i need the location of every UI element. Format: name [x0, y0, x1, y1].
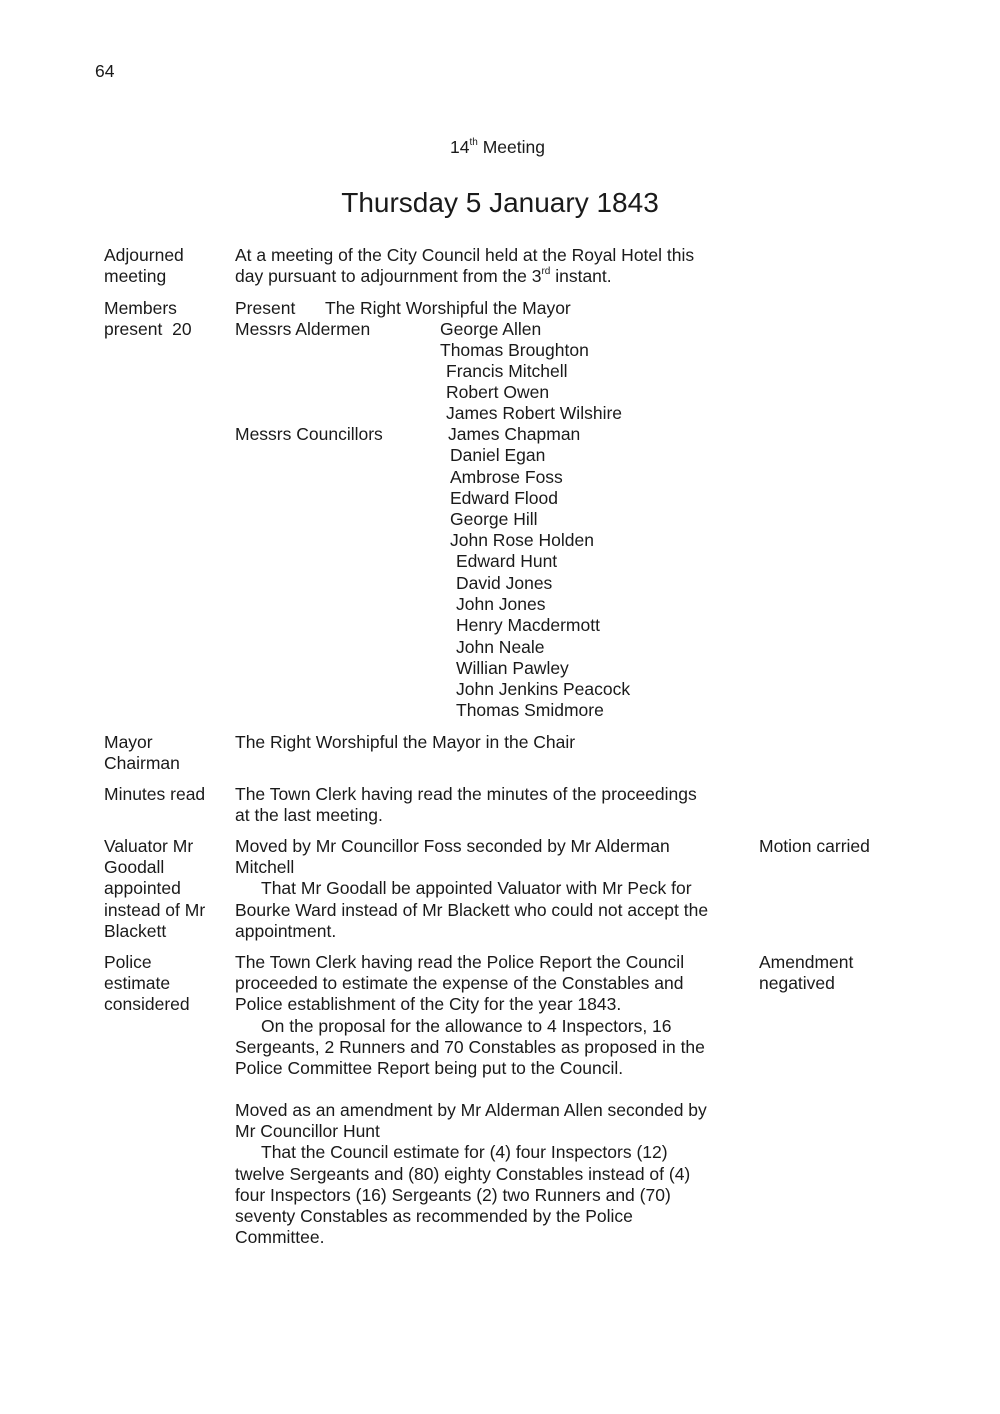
label-line: present 20 — [104, 319, 192, 340]
text-run: instant. — [550, 266, 612, 287]
councillor-name: John Jones — [456, 594, 546, 614]
margin-label-adjourned — [104, 245, 229, 287]
alderman-name: Francis Mitchell — [446, 361, 568, 381]
page-number: 64 — [95, 61, 115, 81]
body-line: Mitchell — [235, 857, 295, 878]
present-label: Present — [235, 298, 296, 318]
note-amendment-negatived — [759, 952, 959, 994]
body-line: Moved as an amendment by Mr Alderman Allen seconded by — [235, 1100, 707, 1120]
councillor-name: John Jenkins Peacock — [456, 679, 631, 699]
alderman-name: James Robert Wilshire — [446, 403, 623, 423]
meeting-word: Meeting — [482, 137, 545, 157]
note-motion-carried: Motion carried — [759, 836, 870, 856]
label-line: Police — [104, 952, 152, 972]
label-line: estimate — [104, 973, 171, 994]
label-line: Valuator Mr — [104, 836, 194, 856]
body-line: On the proposal for the allowance to 4 Inspectors, 16 — [261, 1015, 672, 1036]
councillor-name: John Rose Holden — [450, 530, 594, 550]
body-line: twelve Sergeants and (80) eighty Constables instead of (4) — [235, 1163, 691, 1184]
label-line: meeting — [104, 266, 167, 287]
label-line: Adjourned — [104, 245, 184, 265]
label-line: Mayor — [104, 732, 153, 752]
amendment-paragraph — [235, 1100, 745, 1248]
present-mayor: The Right Worshipful the Mayor — [325, 298, 571, 318]
body-line — [235, 266, 745, 287]
councillor-name: Willian Pawley — [456, 658, 569, 678]
mayor-chair-text — [235, 732, 745, 753]
ordinal-suffix: rd — [541, 266, 551, 278]
margin-label-members — [104, 298, 229, 340]
body-line: Police establishment of the City for the year 1843. — [235, 994, 622, 1015]
alderman-name: George Allen — [440, 319, 542, 339]
body-line: At a meeting of the City Council held at the Royal Hotel this — [235, 245, 695, 265]
label-line: Members — [104, 298, 177, 318]
body-line: Sergeants, 2 Runners and 70 Constables as proposed in the — [235, 1036, 705, 1057]
councillor-name: James Chapman — [448, 424, 581, 444]
text-run: day pursuant to adjournment from the 3 — [235, 266, 542, 287]
body-line: Mr Councillor Hunt — [235, 1121, 380, 1142]
margin-label-valuator — [104, 836, 229, 942]
aldermen-label: Messrs Aldermen — [235, 319, 371, 339]
margin-label-minutes — [104, 784, 229, 805]
meeting-number — [450, 137, 545, 158]
label-line: appointed — [104, 878, 181, 899]
body-line: Committee. — [235, 1227, 325, 1248]
body-line: The Town Clerk having read the Police Report the Council — [235, 952, 685, 972]
body-line: Police Committee Report being put to the Council. — [235, 1058, 624, 1079]
councillor-name: Ambrose Foss — [450, 467, 563, 487]
label-line: Blackett — [104, 920, 167, 941]
body-line: Moved by Mr Councillor Foss seconded by Mr Alderman — [235, 836, 670, 856]
body-line: The Right Worshipful the Mayor in the Chair — [235, 732, 576, 752]
councillors-label: Messrs Councillors — [235, 424, 383, 444]
label-line: Goodall — [104, 857, 165, 878]
label-line: considered — [104, 994, 190, 1015]
body-line: four Inspectors (16) Sergeants (2) two Runners and (70) — [235, 1184, 671, 1205]
body-line: That the Council estimate for (4) four Inspectors (12) — [261, 1142, 668, 1163]
label-line: instead of Mr — [104, 899, 206, 920]
body-line: at the last meeting. — [235, 805, 383, 826]
body-line: The Town Clerk having read the minutes of the proceedings — [235, 784, 697, 804]
alderman-name: Robert Owen — [446, 382, 550, 402]
note-line: negatived — [759, 973, 835, 994]
body-line: That Mr Goodall be appointed Valuator with Mr Peck for — [261, 878, 692, 899]
minutes-paragraph — [235, 784, 745, 826]
body-line: seventy Constables as recommended by the Police — [235, 1206, 633, 1227]
councillor-name: Edward Flood — [450, 488, 558, 508]
body-line: proceeded to estimate the expense of the Constables and — [235, 973, 684, 994]
councillor-name: Thomas Smidmore — [456, 700, 604, 720]
body-line: appointment. — [235, 920, 337, 941]
valuator-paragraph — [235, 836, 745, 942]
body-line: Bourke Ward instead of Mr Blackett who could not accept the — [235, 899, 709, 920]
councillor-name: Edward Hunt — [456, 551, 558, 571]
alderman-name: Thomas Broughton — [440, 340, 589, 360]
councillor-name: George Hill — [450, 509, 538, 529]
label-line: Minutes read — [104, 784, 206, 804]
councillor-name: Henry Macdermott — [456, 615, 600, 635]
margin-label-mayor — [104, 732, 229, 774]
note-line: Amendment — [759, 952, 854, 972]
meeting-suffix: th — [469, 137, 478, 149]
councillor-name: David Jones — [456, 573, 553, 593]
meeting-num: 14 — [450, 137, 470, 157]
label-line: Chairman — [104, 753, 180, 774]
adjourned-paragraph — [235, 245, 745, 287]
page-title: Thursday 5 January 1843 — [341, 187, 659, 218]
margin-label-police — [104, 952, 229, 1016]
councillor-name: John Neale — [456, 637, 545, 657]
police-paragraph — [235, 952, 745, 1079]
councillor-name: Daniel Egan — [450, 445, 546, 465]
